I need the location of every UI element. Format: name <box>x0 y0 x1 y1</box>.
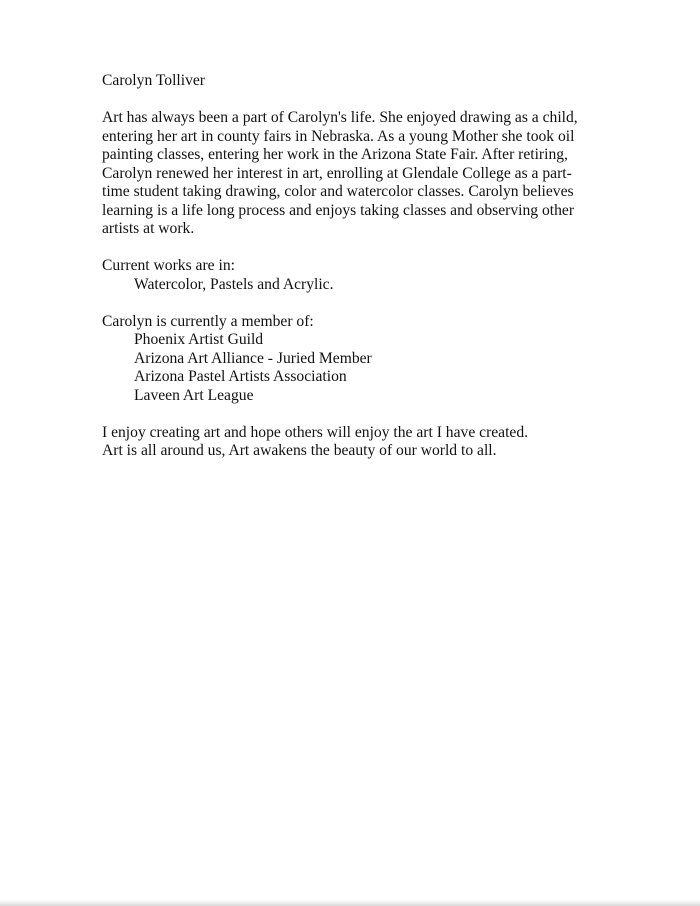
closing-line: Art is all around us, Art awakens the beauty of our world to all. <box>102 442 497 459</box>
membership-item: Phoenix Artist Guild <box>134 331 264 348</box>
membership-item: Arizona Art Alliance - Juried Member <box>134 349 372 367</box>
membership-section <box>102 313 662 406</box>
closing-statement <box>102 424 662 461</box>
bio-line: time student taking drawing, color and watercolor classes. Carolyn believes <box>102 183 574 200</box>
current-works-section <box>102 257 662 294</box>
membership-item: Arizona Pastel Artists Association <box>134 368 347 385</box>
spacer <box>102 91 662 110</box>
works-heading: Current works are in: <box>102 257 235 274</box>
bio-line: painting classes, entering her work in the Arizona State Fair. After retiring, <box>102 146 568 163</box>
spacer <box>102 239 662 258</box>
artist-name: Carolyn Tolliver <box>102 72 205 89</box>
bio-line: artists at work. <box>102 220 195 237</box>
bio-line: Carolyn renewed her interest in art, enrolling at Glendale College as a part- <box>102 164 572 182</box>
spacer <box>102 405 662 424</box>
spacer <box>102 294 662 313</box>
bio-paragraph <box>102 109 662 239</box>
works-list: Watercolor, Pastels and Acrylic. <box>134 275 334 293</box>
membership-heading: Carolyn is currently a member of: <box>102 312 314 330</box>
bio-line: Art has always been a part of Carolyn's life. She enjoyed drawing as a child, <box>102 109 578 126</box>
closing-line: I enjoy creating art and hope others will enjoy the art I have created. <box>102 423 529 441</box>
membership-item: Laveen Art League <box>134 386 254 404</box>
scan-page-edge <box>0 900 700 906</box>
bio-line: entering her art in county fairs in Nebraska. As a young Mother she took oil <box>102 127 575 145</box>
artist-statement-document <box>102 72 662 461</box>
bio-line: learning is a life long process and enjoys taking classes and observing other <box>102 201 575 219</box>
